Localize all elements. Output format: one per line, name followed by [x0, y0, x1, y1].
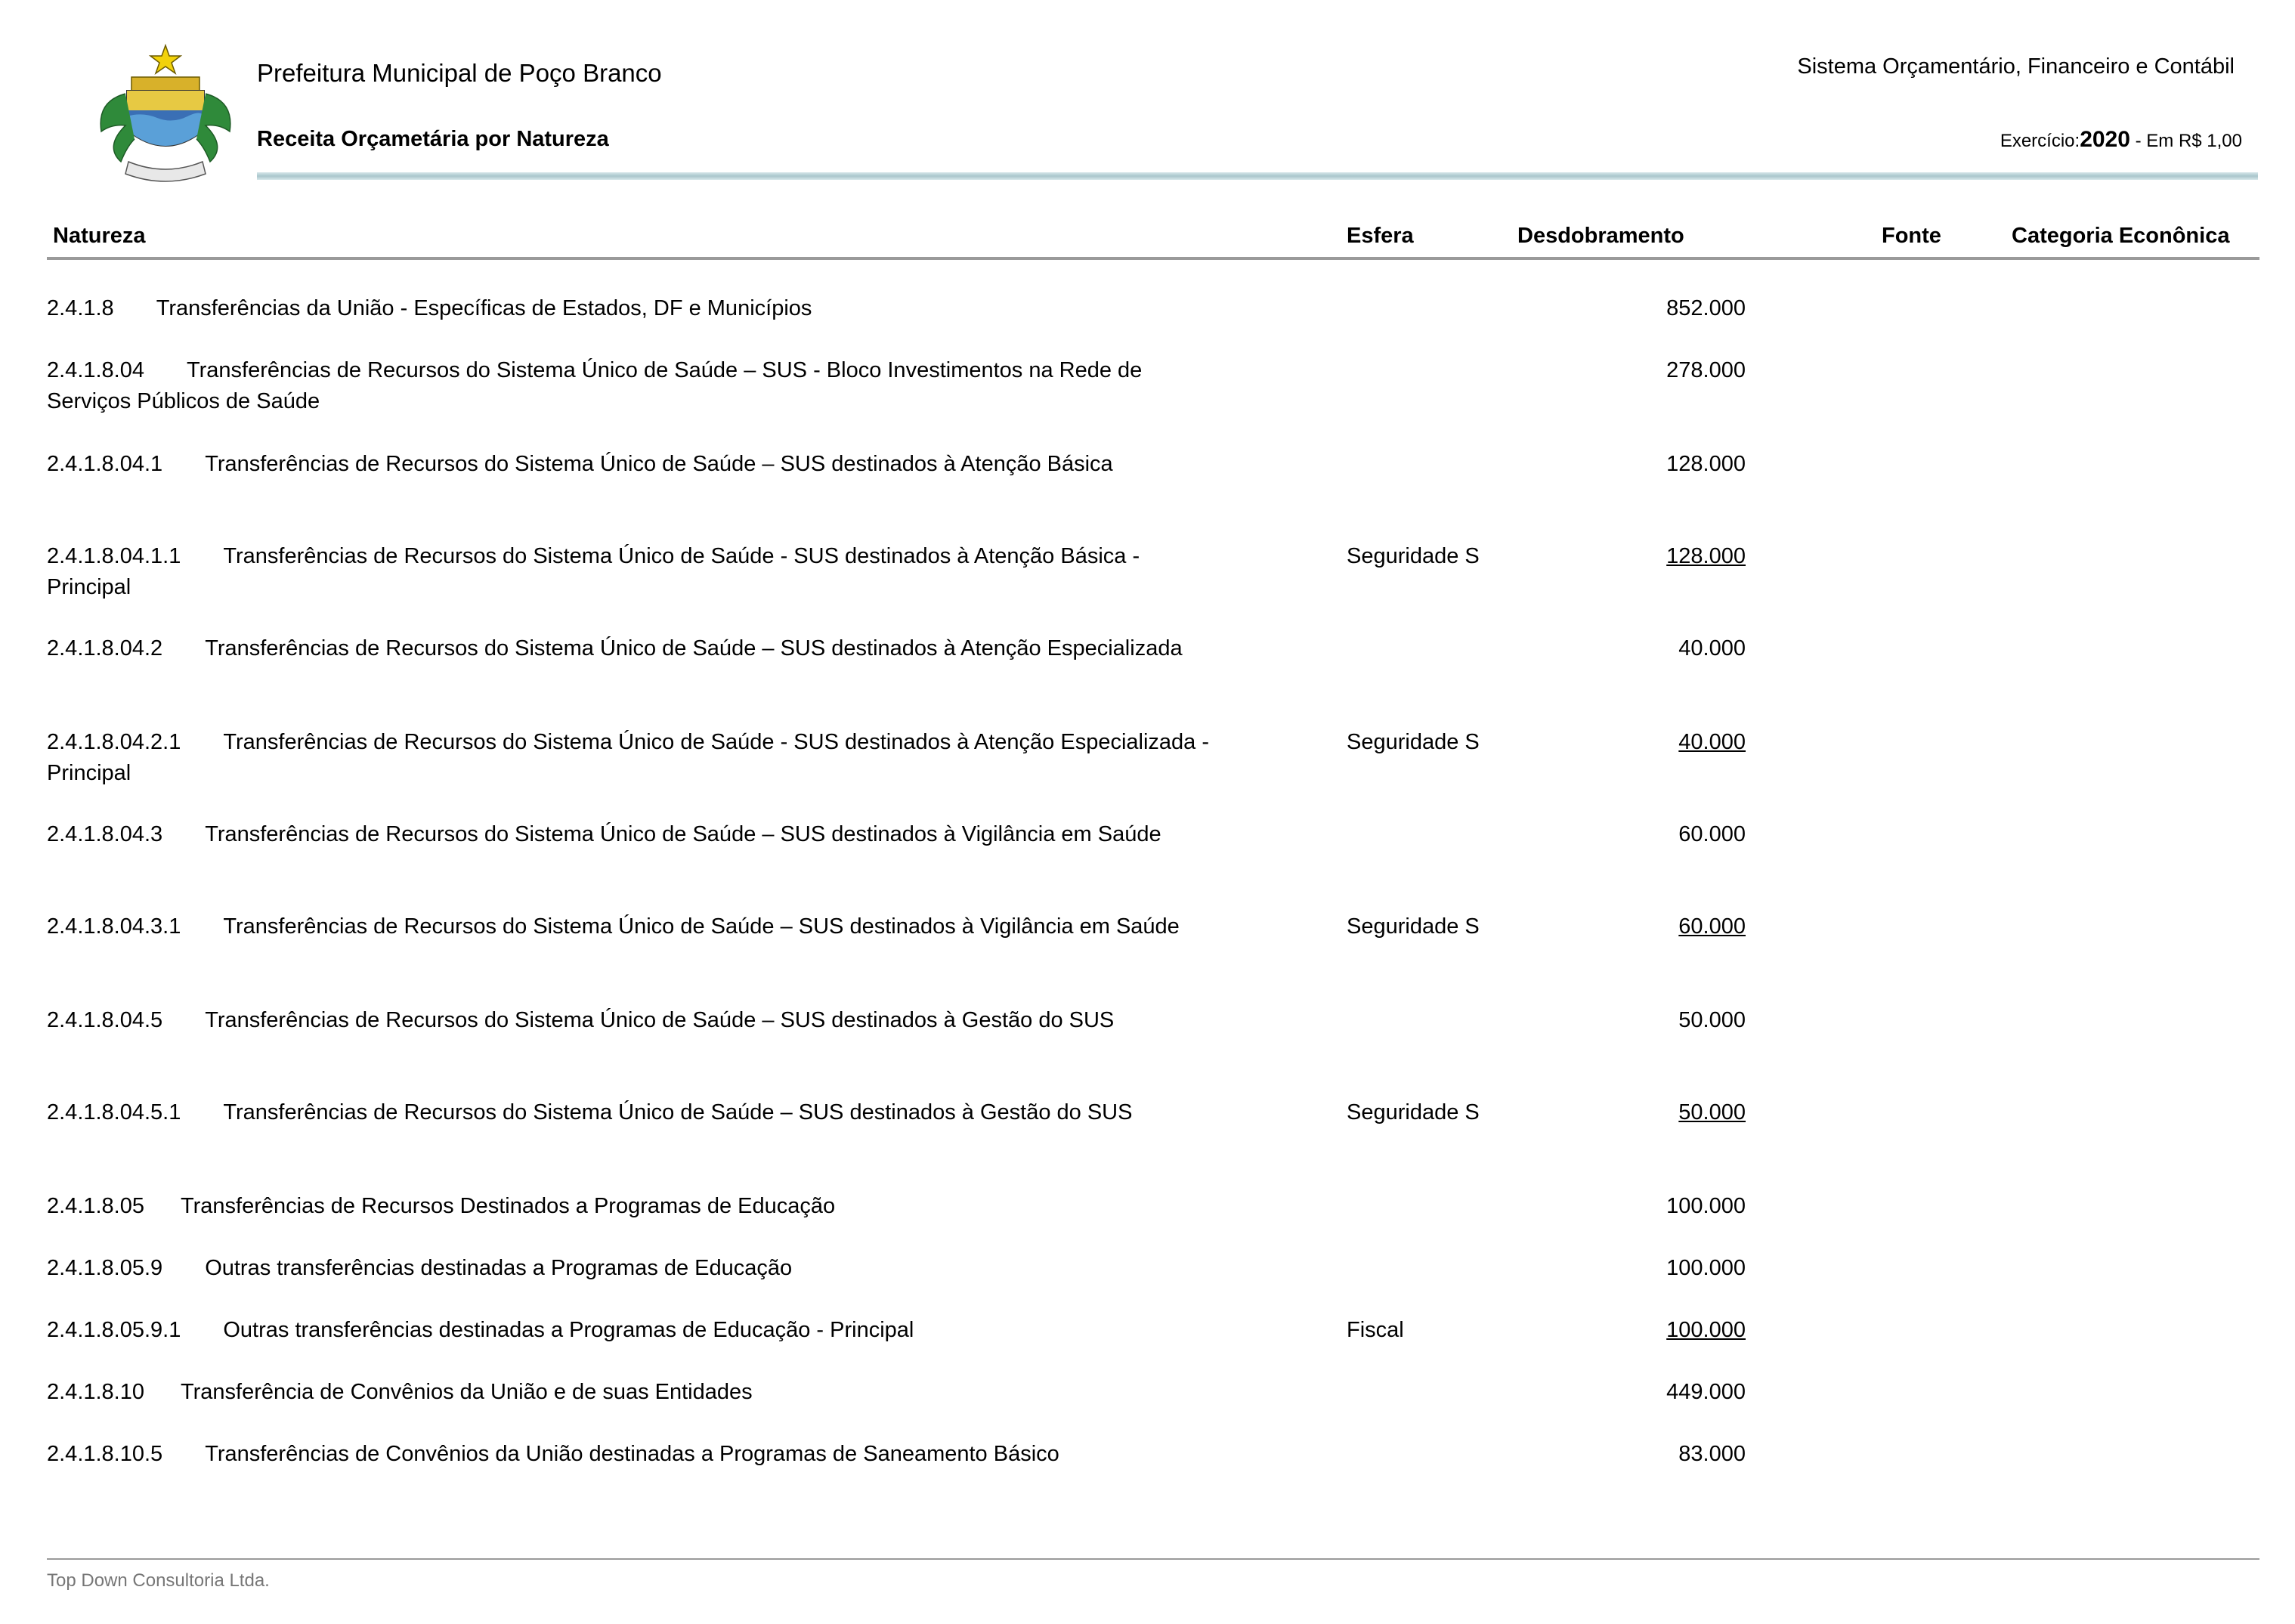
star-icon [150, 45, 181, 73]
natureza-cell [47, 633, 1211, 664]
natureza-cell [47, 1315, 1211, 1346]
natureza-description: Transferências da União - Específicas de Estados, DF e Municípios [156, 296, 812, 320]
natureza-cell [47, 1191, 1211, 1222]
natureza-cell [47, 541, 1211, 603]
natureza-cell [47, 355, 1211, 417]
natureza-description: Transferências de Recursos do Sistema Único de Saúde – SUS - Bloco Investimentos na Rede de Serviços Públicos de Saúde [47, 358, 1143, 413]
desdobramento-value: 449.000 [1666, 1380, 1746, 1404]
natureza-cell [47, 1253, 1211, 1284]
system-name: Sistema Orçamentário, Financeiro e Contábil [1797, 54, 2235, 79]
organization-name: Prefeitura Municipal de Poço Branco [257, 59, 662, 87]
desdobramento-value: 60.000 [1678, 914, 1746, 939]
desdobramento-value: 60.000 [1678, 822, 1746, 846]
natureza-code: 2.4.1.8.04.2 [47, 636, 163, 660]
natureza-description: Transferências de Recursos do Sistema Único de Saúde – SUS destinados à Gestão do SUS [223, 1100, 1133, 1124]
natureza-description: Transferências de Recursos do Sistema Único de Saúde – SUS destinados à Vigilância em Saúde [205, 822, 1161, 846]
natureza-cell [47, 1005, 1211, 1036]
natureza-cell [47, 1377, 1211, 1408]
desdobramento-value: 100.000 [1666, 1194, 1746, 1218]
esfera-cell: Seguridade S [1347, 730, 1480, 754]
natureza-code: 2.4.1.8.04.3.1 [47, 914, 181, 939]
natureza-code: 2.4.1.8 [47, 296, 114, 320]
natureza-description: Transferências de Convênios da União destinadas a Programas de Saneamento Básico [205, 1442, 1059, 1466]
natureza-code: 2.4.1.8.04.1.1 [47, 544, 181, 568]
header-divider [257, 172, 2258, 180]
natureza-description: Transferências de Recursos do Sistema Único de Saúde – SUS destinados à Vigilância em Saúde [223, 914, 1180, 939]
desdobramento-value: 278.000 [1666, 358, 1746, 382]
natureza-cell [47, 1097, 1211, 1128]
desdobramento-value: 128.000 [1666, 544, 1746, 568]
footer-divider [47, 1558, 2259, 1560]
column-header-divider [47, 257, 2259, 260]
natureza-cell [47, 1439, 1211, 1470]
natureza-description: Transferências de Recursos do Sistema Único de Saúde – SUS destinados à Gestão do SUS [205, 1008, 1115, 1032]
natureza-description: Transferências de Recursos do Sistema Único de Saúde – SUS destinados à Atenção Especializada [205, 636, 1183, 660]
column-header-fonte: Fonte [1882, 224, 1941, 248]
natureza-code: 2.4.1.8.04 [47, 358, 144, 382]
natureza-code: 2.4.1.8.05.9 [47, 1256, 163, 1280]
natureza-code: 2.4.1.8.04.5 [47, 1008, 163, 1032]
coat-of-arms-logo [82, 41, 249, 193]
natureza-description: Outras transferências destinadas a Programas de Educação [205, 1256, 793, 1280]
natureza-code: 2.4.1.8.04.3 [47, 822, 163, 846]
natureza-code: 2.4.1.8.10.5 [47, 1442, 163, 1466]
natureza-code: 2.4.1.8.05.9.1 [47, 1318, 181, 1342]
desdobramento-value: 852.000 [1666, 296, 1746, 320]
desdobramento-value: 50.000 [1678, 1008, 1746, 1032]
natureza-description: Transferências de Recursos do Sistema Único de Saúde - SUS destinados à Atenção Especializada - Principal [47, 730, 1210, 785]
desdobramento-value: 100.000 [1666, 1256, 1746, 1280]
natureza-description: Transferências de Recursos do Sistema Único de Saúde - SUS destinados à Atenção Básica - Principal [47, 544, 1140, 599]
report-title: Receita Orçametária por Natureza [257, 127, 609, 151]
natureza-cell [47, 819, 1211, 850]
natureza-description: Outras transferências destinadas a Programas de Educação - Principal [223, 1318, 914, 1342]
esfera-cell: Seguridade S [1347, 1100, 1480, 1124]
esfera-cell: Seguridade S [1347, 544, 1480, 568]
desdobramento-value: 50.000 [1678, 1100, 1746, 1124]
column-header-natureza: Natureza [53, 224, 146, 248]
natureza-code: 2.4.1.8.10 [47, 1380, 144, 1404]
column-header-esfera: Esfera [1347, 224, 1414, 248]
natureza-code: 2.4.1.8.04.5.1 [47, 1100, 181, 1124]
natureza-description: Transferência de Convênios da União e de suas Entidades [181, 1380, 753, 1404]
natureza-code: 2.4.1.8.04.1 [47, 452, 163, 476]
esfera-cell: Fiscal [1347, 1318, 1404, 1342]
natureza-cell [47, 293, 1211, 324]
column-header-categoria: Categoria Econônica [2012, 224, 2230, 248]
desdobramento-value: 40.000 [1678, 636, 1746, 660]
natureza-cell [47, 449, 1211, 480]
esfera-cell: Seguridade S [1347, 914, 1480, 939]
exercicio-label: Exercício: [2000, 131, 2080, 151]
currency-note: - Em R$ 1,00 [2135, 131, 2242, 151]
fiscal-year-info [2000, 127, 2242, 153]
column-header-desdobramento: Desdobramento [1517, 224, 1684, 248]
natureza-code: 2.4.1.8.04.2.1 [47, 730, 181, 754]
desdobramento-value: 128.000 [1666, 452, 1746, 476]
desdobramento-value: 40.000 [1678, 730, 1746, 754]
natureza-cell [47, 911, 1211, 942]
desdobramento-value: 100.000 [1666, 1318, 1746, 1342]
natureza-code: 2.4.1.8.05 [47, 1194, 144, 1218]
exercicio-year: 2020 [2080, 127, 2130, 152]
desdobramento-value: 83.000 [1678, 1442, 1746, 1466]
natureza-description: Transferências de Recursos Destinados a Programas de Educação [181, 1194, 836, 1218]
footer-company: Top Down Consultoria Ltda. [47, 1570, 270, 1591]
natureza-description: Transferências de Recursos do Sistema Único de Saúde – SUS destinados à Atenção Básica [205, 452, 1113, 476]
natureza-cell [47, 727, 1211, 789]
